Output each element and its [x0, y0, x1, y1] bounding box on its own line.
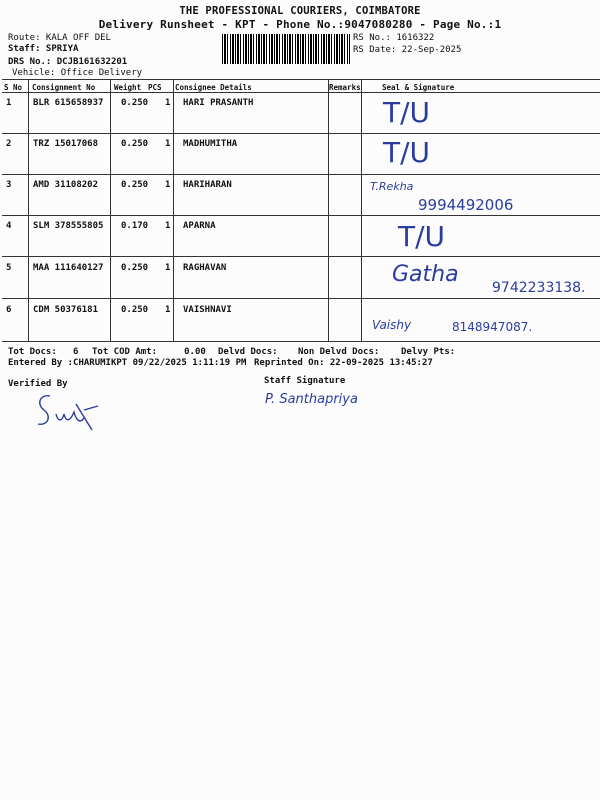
- rs-number: RS No.: 1616322: [353, 33, 435, 43]
- row-weight: 0.250: [121, 263, 149, 273]
- row-consignment: MAA 111640127: [33, 263, 104, 273]
- staff-label: Staff: SPRIYA: [8, 44, 79, 54]
- row-consignment: TRZ 15017068: [33, 139, 99, 149]
- verifier-signature: [32, 390, 102, 435]
- row-pcs: 1: [165, 263, 171, 273]
- drs-number: DRS No.: DCJB161632201: [8, 57, 128, 67]
- row-sno: 5: [6, 263, 12, 273]
- runsheet-title: Delivery Runsheet - KPT - Phone No.:9047080280 - Page No.:1: [98, 18, 502, 31]
- row-pcs: 1: [165, 221, 171, 231]
- row-pcs: 1: [165, 180, 171, 190]
- row-weight: 0.250: [121, 305, 149, 315]
- row-weight: 0.170: [121, 221, 149, 231]
- row-consignee: VAISHNAVI: [183, 305, 232, 315]
- row-pcs: 1: [165, 98, 171, 108]
- barcode-image: [222, 34, 350, 64]
- row-sno: 2: [6, 139, 12, 149]
- row-signature: Gatha: [392, 262, 459, 287]
- col-header-consignee: Consignee Details: [175, 83, 252, 92]
- verified-by-label: Verified By: [8, 379, 68, 389]
- row-signature: T/U: [383, 136, 431, 169]
- col-header-consignment: Consignment No: [32, 83, 96, 92]
- row-consignee: RAGHAVAN: [183, 263, 227, 273]
- entered-by: Entered By :CHARUMIKPT 09/22/2025 1:11:19 PM: [8, 358, 247, 368]
- route-label: Route: KALA OFF DEL: [8, 33, 111, 43]
- staff-signature: P. Santhapriya: [265, 392, 358, 407]
- col-header-weight: Weight: [114, 83, 142, 92]
- row-pcs: 1: [165, 305, 171, 315]
- row-consignment: AMD 31108202: [33, 180, 99, 190]
- row-sno: 4: [6, 221, 12, 231]
- row-signature: T.Rekha: [370, 180, 414, 193]
- row-phone-number: 9994492006: [418, 196, 514, 214]
- non-delivered-docs: Non Delvd Docs:: [298, 347, 380, 357]
- vehicle-label: Vehicle: Office Delivery: [12, 68, 143, 78]
- reprinted-on: Reprinted On: 22-09-2025 13:45:27: [254, 358, 433, 368]
- row-phone-number: 8148947087.: [452, 320, 533, 334]
- row-weight: 0.250: [121, 98, 149, 108]
- row-pcs: 1: [165, 139, 171, 149]
- row-phone-number: 9742233138.: [492, 280, 586, 296]
- delivery-points: Delvy Pts:: [401, 347, 456, 357]
- row-consignee: HARI PRASANTH: [183, 98, 254, 108]
- row-weight: 0.250: [121, 139, 149, 149]
- row-sno: 6: [6, 305, 12, 315]
- row-signature: T/U: [383, 96, 431, 129]
- row-consignee: APARNA: [183, 221, 216, 231]
- col-header-pcs: PCS: [148, 83, 162, 92]
- row-consignee: MADHUMITHA: [183, 139, 238, 149]
- row-sno: 3: [6, 180, 12, 190]
- row-signature: Vaishy: [372, 318, 412, 332]
- row-consignment: SLM 378555805: [33, 221, 104, 231]
- rs-date: RS Date: 22-Sep-2025: [353, 45, 462, 55]
- row-signature: T/U: [398, 220, 446, 253]
- row-consignment: CDM 50376181: [33, 305, 99, 315]
- row-consignment: BLR 615658937: [33, 98, 104, 108]
- staff-signature-label: Staff Signature: [264, 376, 346, 386]
- col-header-remarks: Remarks: [329, 83, 361, 92]
- company-title: THE PROFESSIONAL COURIERS, COIMBATORE: [179, 5, 421, 17]
- row-sno: 1: [6, 98, 12, 108]
- row-consignee: HARIHARAN: [183, 180, 232, 190]
- total-docs: Tot Docs: 6: [8, 347, 79, 357]
- row-weight: 0.250: [121, 180, 149, 190]
- total-cod-amount: Tot COD Amt: 0.00: [92, 347, 206, 357]
- col-header-seal: Seal & Signature: [382, 83, 455, 92]
- delivered-docs: Delvd Docs:: [218, 347, 278, 357]
- col-header-sno: S No: [4, 83, 23, 92]
